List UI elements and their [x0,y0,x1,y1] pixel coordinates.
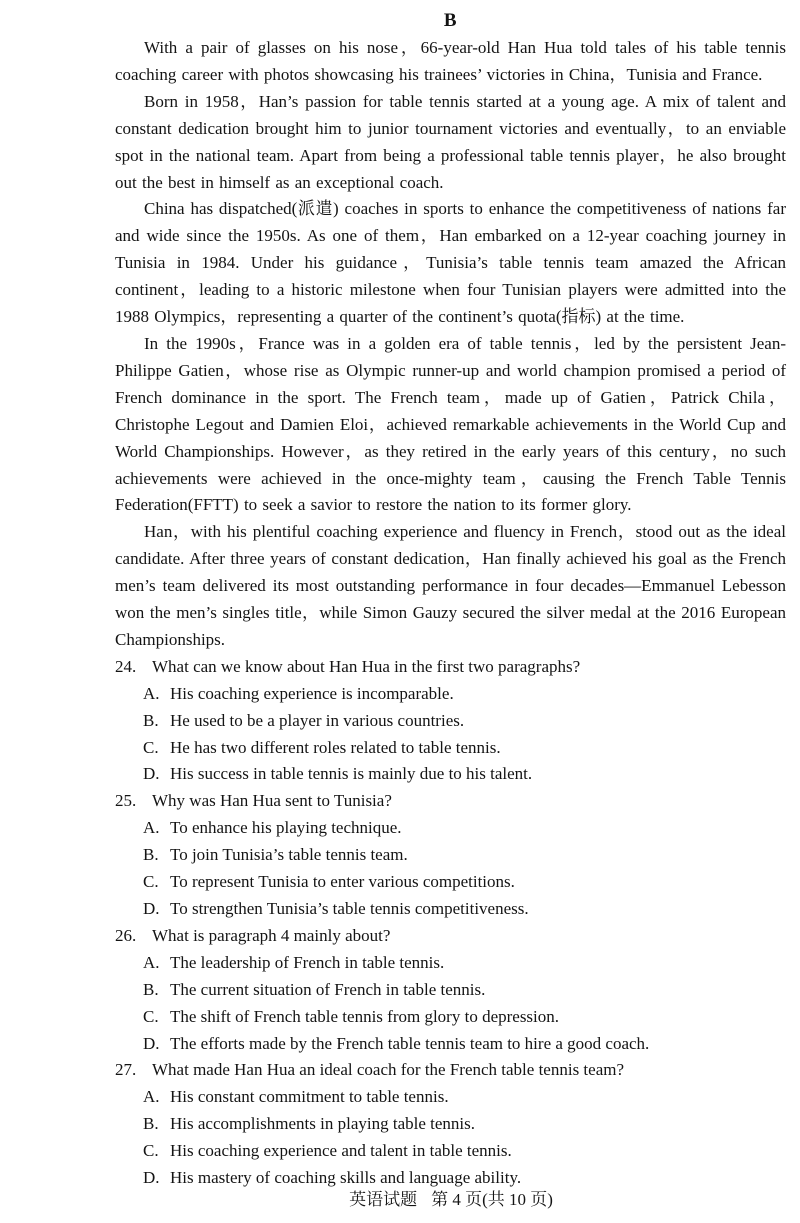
option-24-a [115,681,786,708]
option-26-a [115,950,786,977]
option-25-c [115,869,786,896]
passage-paragraph-2: Born in 1958，Han’s passion for table tennis started at a young age. A mix of talent and constant dedication brought him to junior tournament victories and eventually，to an enviable spot in the national team. Apart from being a professional table tennis player，he also brought out the best in himself as an exceptional coach. [115,91,786,192]
option-label: B. [143,710,159,730]
footer-doc-title: 英语试题 [349,1190,418,1209]
passage-paragraph-3: China has dispatched(派遣) coaches in sports to enhance the competitiveness of nations far and wide since the 1950s. As one of them，Han embarked on a 12-year coaching journey in Tunisia in 1984. Under his guidance，Tunisia’s table tennis team amazed the African continent，leading to a historic milestone when four Tunisian players were admitted into the 1988 Olympics，representing a quarter of the continent’s quota(指标) at the time. [115,199,786,327]
option-text: His mastery of coaching skills and language ability. [170,1168,522,1188]
question-number: 26. [115,925,137,945]
option-26-d [115,1031,786,1058]
option-text: To strengthen Tunisia’s table tennis competitiveness. [170,899,529,918]
option-text: His success in table tennis is mainly due to his talent. [170,764,533,784]
option-text: To join Tunisia’s table tennis team. [170,845,408,865]
option-label: A. [143,1087,160,1107]
option-27-b [115,1111,786,1138]
question-stem-row [115,1057,786,1084]
option-26-c [115,1004,786,1031]
option-label: B. [143,845,159,865]
option-26-b [115,977,786,1004]
option-label: A. [143,683,160,703]
question-stem-row [115,654,786,681]
option-24-b [115,708,786,735]
option-text: The efforts made by the French table tennis team to hire a good coach. [170,1033,650,1053]
option-label: C. [143,737,159,757]
option-25-b [115,842,786,869]
option-25-a [115,815,786,842]
footer-page-indicator: 第 4 页(共 10 页) [431,1190,553,1209]
option-text: To enhance his playing technique. [170,818,402,838]
option-25-d [115,896,786,923]
option-text: His constant commitment to table tennis. [170,1087,449,1107]
option-text: The current situation of French in table tennis. [170,979,486,999]
question-stem-row [115,788,786,815]
option-24-d [115,761,786,788]
option-label: D. [143,1168,160,1188]
option-text: His accomplishments in playing table tennis. [170,1114,476,1134]
option-label: A. [143,952,160,972]
option-text: He has two different roles related to table tennis. [170,737,501,757]
option-text: The shift of French table tennis from glory to depression. [170,1006,560,1026]
option-text: His coaching experience is incomparable. [170,683,454,703]
question-number: 25. [115,791,137,811]
question-27 [115,1057,786,1192]
option-text: His coaching experience and talent in table tennis. [170,1141,512,1161]
option-label: B. [143,979,159,999]
option-label: D. [143,1033,160,1053]
question-stem: Why was Han Hua sent to Tunisia? [152,791,392,811]
question-26 [115,923,786,1058]
option-label: D. [143,764,160,784]
option-27-a [115,1084,786,1111]
option-text: The leadership of French in table tennis. [170,952,445,972]
option-text: To represent Tunisia to enter various competitions. [170,872,515,892]
passage-paragraph-5: Han，with his plentiful coaching experience and fluency in French，stood out as the ideal candidate. After three years of constant dedication，Han finally achieved his goal as the French men’s team delivered its most outstanding performance in four decades—Emmanuel Lebesson won the men’s singles title，while Simon Gauzy secured the silver medal at the 2016 European Championships. [115,522,786,649]
passage-paragraph-1: With a pair of glasses on his nose，66-year-old Han Hua told tales of his table tennis coaching career with photos showcasing his trainees’ victories in China，Tunisia and France. [115,38,786,84]
option-label: C. [143,872,159,892]
option-label: B. [143,1114,159,1134]
question-stem-row [115,923,786,950]
option-24-c [115,735,786,762]
page-footer [115,1186,787,1213]
question-stem: What can we know about Han Hua in the first two paragraphs? [152,656,581,676]
option-text: He used to be a player in various countries. [170,710,465,730]
option-label: C. [143,1141,159,1161]
question-number: 24. [115,656,137,676]
question-stem: What is paragraph 4 mainly about? [152,925,391,945]
option-27-c [115,1138,786,1165]
option-label: D. [143,899,160,918]
question-stem: What made Han Hua an ideal coach for the French table tennis team? [152,1060,625,1080]
question-number: 27. [115,1060,137,1080]
section-title: B [443,10,458,31]
option-label: A. [143,818,160,838]
question-24 [115,654,786,789]
passage-paragraph-4: In the 1990s，France was in a golden era of table tennis，led by the persistent Jean-Philippe Gatien，whose rise as Olympic runner-up and world champion promised a period of French dominance in the sport. The French team，made up of Gatien，Patrick Chila，Christophe Legout and Damien Eloi，achieved remarkable achievements in the World Cup and World Championships. However，as they retired in the early years of this century，no such achievements were achieved in the once-mighty team，causing the French Table Tennis Federation(FFTT) to seek a savior to restore the nation to its former glory. [115,333,786,515]
question-25 [115,788,786,923]
option-label: C. [143,1006,159,1026]
